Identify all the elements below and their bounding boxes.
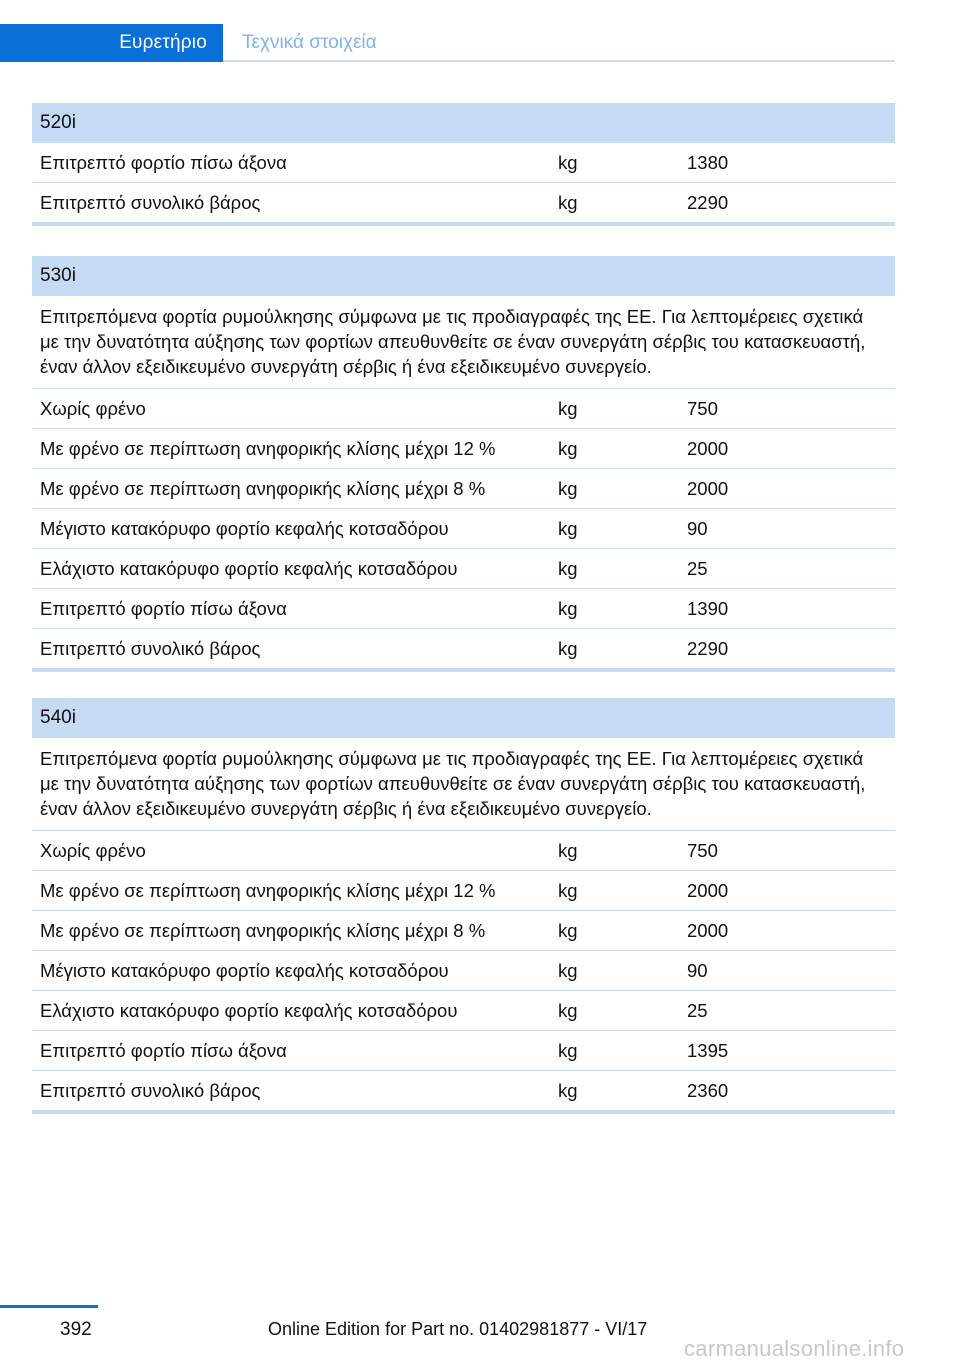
watermark: carmanualsonline.info	[684, 1336, 905, 1361]
row-value: 25	[687, 557, 708, 579]
row-value: 2000	[687, 879, 729, 901]
row-value: 750	[687, 397, 718, 419]
table-row	[32, 951, 895, 991]
row-value: 2000	[687, 477, 729, 499]
row-value: 2000	[687, 919, 729, 941]
row-label: Με φρένο σε περίπτωση ανηφορικής κλίσης μέχρι 8 %	[40, 477, 486, 499]
row-label: Επιτρεπτό συνολικό βάρος	[40, 637, 261, 659]
row-unit: kg	[558, 437, 578, 459]
row-value: 2290	[687, 637, 729, 659]
table-row	[32, 183, 895, 226]
row-unit: kg	[558, 637, 578, 659]
row-unit: kg	[558, 557, 578, 579]
footer-accent-line	[0, 1305, 98, 1308]
table-row	[32, 1031, 895, 1071]
row-unit: kg	[558, 999, 578, 1021]
row-value: 1395	[687, 1039, 729, 1061]
row-unit: kg	[558, 1079, 578, 1101]
row-value: 2000	[687, 437, 729, 459]
row-label: Επιτρεπτό συνολικό βάρος	[40, 1079, 261, 1101]
table-row	[32, 1071, 895, 1114]
row-unit: kg	[558, 919, 578, 941]
row-label: Μέγιστο κατακόρυφο φορτίο κεφαλής κοτσαδόρου	[40, 959, 449, 981]
table-title: 520i	[32, 103, 895, 143]
row-label: Με φρένο σε περίπτωση ανηφορικής κλίσης μέχρι 12 %	[40, 879, 496, 901]
table-row	[32, 143, 895, 183]
table-row	[32, 629, 895, 672]
row-label: Χωρίς φρένο	[40, 397, 146, 419]
row-label: Επιτρεπτό φορτίο πίσω άξονα	[40, 597, 287, 619]
table-note: Επιτρεπόμενα φορτία ρυμούλκησης σύμφωνα με τις προδιαγραφές της ΕΕ. Για λεπτομέρειες σχετικά με την δυνατότητα αύξησης των φορτίων απευθυνθείτε σε έναν συνεργάτη σέρβις του κατασκευαστή, έναν άλλον εξειδικευμένο συνεργάτη σέρβις ή ένα εξειδικευμένο συνεργείο.	[32, 296, 895, 389]
row-value: 2360	[687, 1079, 729, 1101]
table-row	[32, 589, 895, 629]
table-title: 530i	[32, 256, 895, 296]
table-row	[32, 991, 895, 1031]
row-label: Επιτρεπτό φορτίο πίσω άξονα	[40, 151, 287, 173]
row-unit: kg	[558, 191, 578, 213]
table-row	[32, 509, 895, 549]
tab-index[interactable]: Ευρετήριο	[0, 24, 223, 62]
row-label: Με φρένο σε περίπτωση ανηφορικής κλίσης μέχρι 12 %	[40, 437, 496, 459]
row-value: 1390	[687, 597, 729, 619]
row-unit: kg	[558, 839, 578, 861]
edition-label: Online Edition for Part no. 01402981877 - VI/17	[268, 1319, 648, 1339]
row-value: 750	[687, 839, 718, 861]
table-note: Επιτρεπόμενα φορτία ρυμούλκησης σύμφωνα με τις προδιαγραφές της ΕΕ. Για λεπτομέρειες σχετικά με την δυνατότητα αύξησης των φορτίων απευθυνθείτε σε έναν συνεργάτη σέρβις του κατασκευαστή, έναν άλλον εξειδικευμένο συνεργάτη σέρβις ή ένα εξειδικευμένο συνεργείο.	[32, 738, 895, 831]
row-label: Με φρένο σε περίπτωση ανηφορικής κλίσης μέχρι 8 %	[40, 919, 486, 941]
page-number: 392	[60, 1319, 92, 1340]
table-row	[32, 871, 895, 911]
row-value: 90	[687, 517, 708, 539]
row-unit: kg	[558, 151, 578, 173]
row-unit: kg	[558, 397, 578, 419]
row-label: Επιτρεπτό φορτίο πίσω άξονα	[40, 1039, 287, 1061]
spec-table-540i	[32, 698, 895, 1114]
row-label: Ελάχιστο κατακόρυφο φορτίο κεφαλής κοτσαδόρου	[40, 557, 458, 579]
row-value: 2290	[687, 191, 729, 213]
tab-technical-data[interactable]: Τεχνικά στοιχεία	[242, 32, 377, 53]
row-value: 1380	[687, 151, 729, 173]
table-row	[32, 429, 895, 469]
row-label: Ελάχιστο κατακόρυφο φορτίο κεφαλής κοτσαδόρου	[40, 999, 458, 1021]
table-title: 540i	[32, 698, 895, 738]
row-unit: kg	[558, 597, 578, 619]
spec-table-520i	[32, 103, 895, 226]
table-row	[32, 469, 895, 509]
nav-divider	[223, 60, 895, 62]
table-row	[32, 549, 895, 589]
table-row	[32, 389, 895, 429]
row-label: Επιτρεπτό συνολικό βάρος	[40, 191, 261, 213]
row-label: Χωρίς φρένο	[40, 839, 146, 861]
row-value: 90	[687, 959, 708, 981]
row-unit: kg	[558, 959, 578, 981]
spec-table-530i	[32, 256, 895, 672]
top-navigation	[0, 24, 895, 64]
row-label: Μέγιστο κατακόρυφο φορτίο κεφαλής κοτσαδόρου	[40, 517, 449, 539]
row-unit: kg	[558, 517, 578, 539]
row-unit: kg	[558, 1039, 578, 1061]
row-unit: kg	[558, 477, 578, 499]
table-row	[32, 831, 895, 871]
row-unit: kg	[558, 879, 578, 901]
row-value: 25	[687, 999, 708, 1021]
table-row	[32, 911, 895, 951]
